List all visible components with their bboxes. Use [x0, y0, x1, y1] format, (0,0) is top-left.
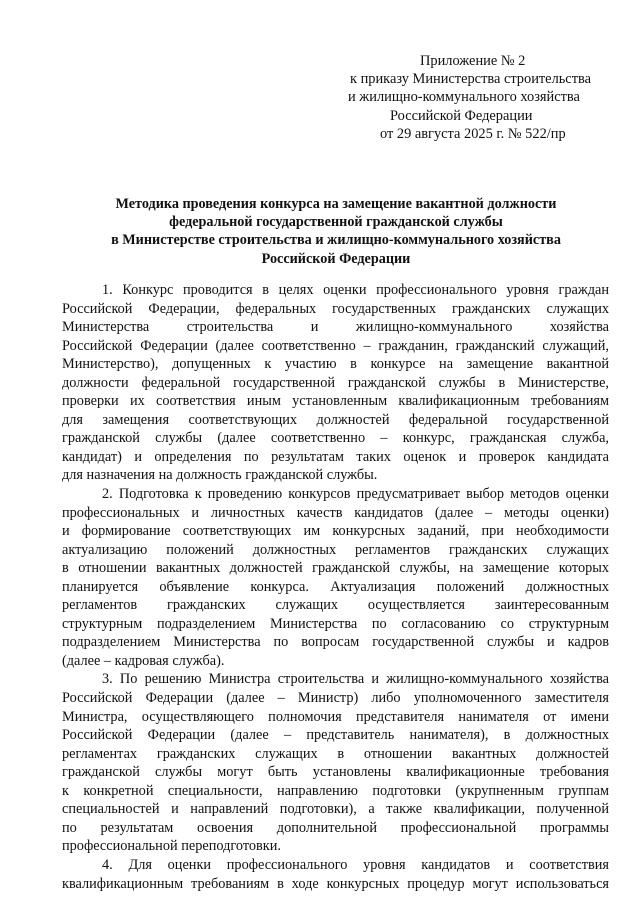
text-line: 2. Подготовка к проведению конкурсов предусматривает выбор методов оценки	[102, 486, 609, 503]
appendix-header	[330, 52, 630, 143]
paragraph-1	[62, 281, 609, 485]
text-line: Министерство), допущенных к участию в конкурсе на замещение вакантной	[62, 356, 609, 373]
text-line: планируется объявление конкурса. Актуализация положений должностных	[62, 578, 609, 595]
text-line: для замещения соответствующих должностей федеральной государственной	[62, 411, 609, 428]
title-line: федеральной государственной гражданской службы	[169, 214, 503, 231]
text-line: проверки их соответствия иным установленным квалификационным требованиям	[62, 393, 609, 410]
text-line: подразделением Министерства по вопросам государственной службы и кадров	[62, 634, 609, 651]
text-line: Российской Федерации (далее соответственно – гражданин, гражданский служащий,	[62, 337, 609, 354]
text-line: Министерства строительства и жилищно-коммунального хозяйства	[62, 319, 609, 336]
paragraph-2	[62, 485, 609, 670]
text-line: Российской Федерации, федеральных государственных гражданских служащих	[62, 300, 609, 317]
title-line: в Министерстве строительства и жилищно-коммунального хозяйства	[111, 232, 561, 249]
appendix-ministry-name: и жилищно-коммунального хозяйства	[348, 89, 580, 106]
appendix-order-date: от 29 августа 2025 г. № 522/пр	[380, 125, 566, 142]
text-line: (далее – кадровая служба).	[62, 652, 225, 669]
text-line: профессиональных и личностных качеств кандидатов (далее – методы оценки)	[62, 504, 609, 521]
title-line: Методика проведения конкурса на замещение вакантной должности	[115, 196, 557, 212]
document-title	[40, 195, 632, 268]
title-line: Российской Федерации	[261, 250, 411, 267]
text-line: Российской Федерации (далее – представитель нанимателя), в должностных	[62, 727, 609, 744]
appendix-country: Российской Федерации	[390, 107, 533, 124]
text-line: 1. Конкурс проводится в целях оценки профессионального уровня граждан	[102, 282, 609, 298]
document-body	[62, 281, 609, 893]
paragraph-3	[62, 670, 609, 855]
text-line: Министра, осуществляющего полномочия представителя нанимателя от имени	[62, 708, 609, 725]
appendix-number: Приложение № 2	[420, 53, 526, 69]
text-line: регламентов гражданских служащих осуществляется заинтересованным	[62, 597, 609, 614]
text-line: кандидат) и определения по результатам таких оценок и проверок кандидата	[62, 448, 609, 465]
appendix-order-ref: к приказу Министерства строительства	[350, 71, 591, 88]
text-line: 3. По решению Министра строительства и жилищно-коммунального хозяйства	[102, 671, 609, 688]
text-line: специальностей и направлений подготовки), а также квалификации, полученной	[62, 801, 609, 818]
text-line: в отношении вакантных должностей гражданской службы, на замещение которых	[62, 560, 609, 577]
text-line: регламентах гражданских служащих в отношении вакантных должностей	[62, 745, 609, 762]
text-line: актуализацию положений должностных регламентов гражданских служащих	[62, 541, 609, 558]
text-line: 4. Для оценки профессионального уровня кандидатов и соответствия	[102, 856, 609, 873]
text-line: по результатам освоения дополнительной профессиональной программы	[62, 819, 609, 836]
text-line: гражданской службы могут быть установлены квалификационные требования	[62, 764, 609, 781]
text-line: квалификационным требованиям в ходе конкурсных процедур могут использоваться	[62, 875, 609, 892]
text-line: к конкретной специальности, направлению подготовки (укрупненным группам	[62, 782, 609, 799]
text-line: структурным подразделением Министерства по согласованию со структурным	[62, 615, 609, 632]
text-line: Российской Федерации (далее – Министр) либо уполномоченного заместителя	[62, 690, 609, 707]
text-line: гражданской службы (далее соответственно – конкурс, гражданская служба,	[62, 430, 609, 447]
text-line: профессиональной переподготовки.	[62, 838, 281, 855]
text-line: и формирование соответствующих им конкурсных заданий, при необходимости	[62, 523, 609, 540]
text-line: должности федеральной государственной гражданской службы в Министерстве,	[62, 374, 609, 391]
paragraph-4	[62, 856, 609, 893]
text-line: для назначения на должность гражданской службы.	[62, 467, 378, 484]
